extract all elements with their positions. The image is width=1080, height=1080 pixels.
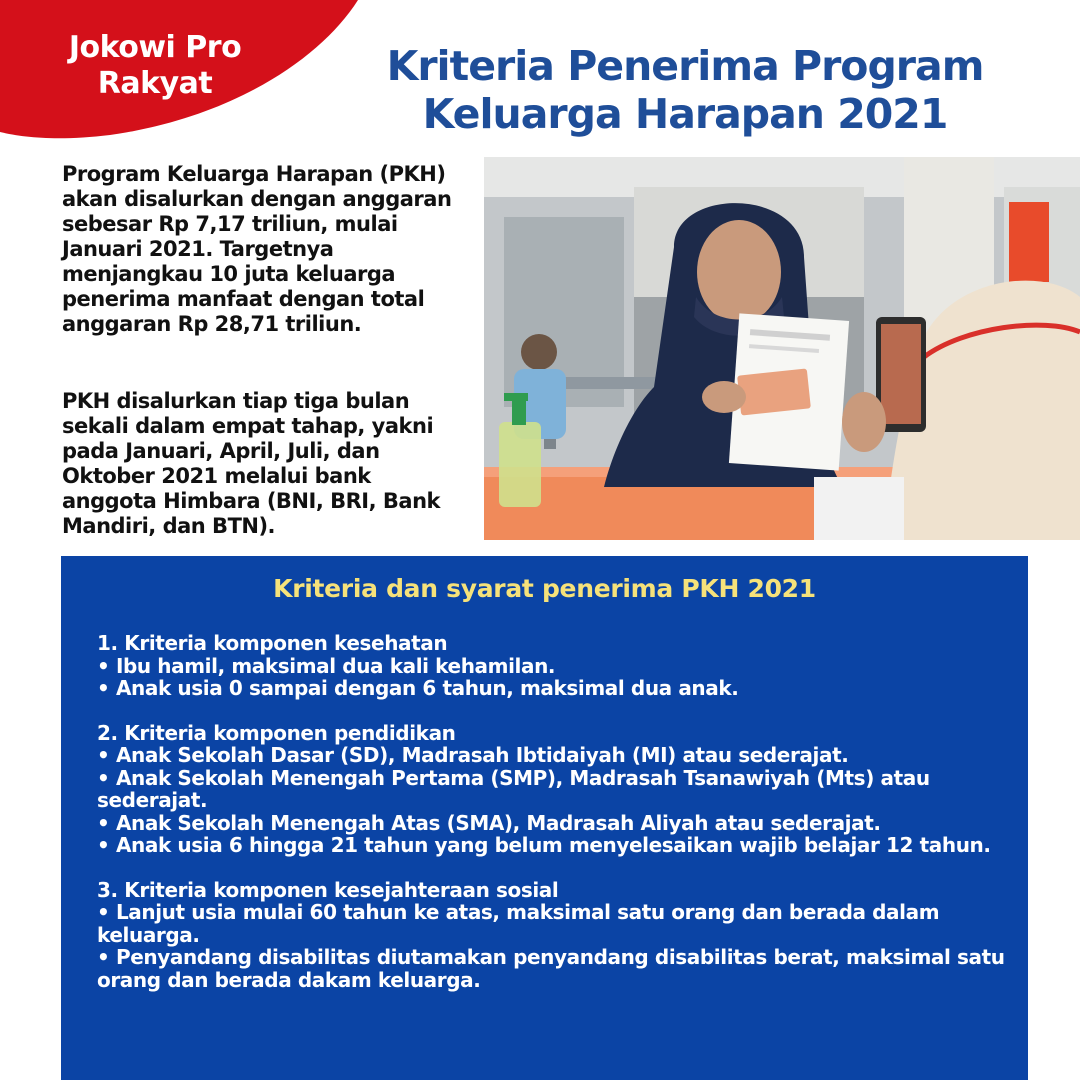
- intro-paragraph-2: PKH disalurkan tiap tiga bulan sekali dalam empat tahap, yakni pada Januari, April, Juli, dan Oktober 2021 melalui bank anggota Himbara (BNI, BRI, Bank Mandiri, dan BTN).: [62, 389, 440, 538]
- criteria-panel-title: Kriteria dan syarat penerima PKH 2021: [273, 574, 816, 603]
- page-title-line-1: Kriteria Penerima Program: [386, 42, 984, 90]
- criteria-item: • Ibu hamil, maksimal dua kali kehamilan.: [97, 653, 556, 678]
- page-title-line-2: Keluarga Harapan 2021: [422, 90, 948, 138]
- criteria-item: • Anak Sekolah Menengah Atas (SMA), Madrasah Aliyah atau sederajat.: [97, 810, 881, 835]
- criteria-item: • Lanjut usia mulai 60 tahun ke atas, maksimal satu orang dan berada dalam keluarga.: [97, 900, 940, 947]
- criteria-item: • Anak usia 6 hingga 21 tahun yang belum menyelesaikan wajib belajar 12 tahun.: [97, 833, 991, 857]
- criteria-section: [97, 632, 1007, 700]
- criteria-item: • Anak Sekolah Menengah Pertama (SMP), Madrasah Tsanawiyah (Mts) atau sederajat.: [97, 765, 930, 812]
- criteria-section: [97, 722, 1007, 857]
- brand-line-2: Rakyat: [97, 66, 213, 101]
- photo-illustration: [484, 157, 1080, 540]
- criteria-item: • Anak usia 0 sampai dengan 6 tahun, maksimal dua anak.: [97, 676, 739, 700]
- criteria-sections: [97, 632, 1007, 1013]
- page-title: [360, 42, 1010, 138]
- criteria-item: • Penyandang disabilitas diutamakan penyandang disabilitas berat, maksimal satu orang dan berada dakam keluarga.: [97, 945, 1005, 992]
- criteria-section-heading: 1. Kriteria komponen kesehatan: [97, 631, 448, 655]
- criteria-section: [97, 879, 1007, 992]
- criteria-section-heading: 3. Kriteria komponen kesejahteraan sosial: [97, 877, 559, 902]
- brand-line-1: Jokowi Pro: [68, 30, 242, 65]
- intro-paragraph-1: Program Keluarga Harapan (PKH) akan disalurkan dengan anggaran sebesar Rp 7,17 triliun, mulai Januari 2021. Targetnya menjangkau 10 juta keluarga penerima manfaat dengan total anggaran Rp 28,71 triliun.: [62, 162, 452, 336]
- criteria-section-heading: 2. Kriteria komponen pendidikan: [97, 720, 456, 745]
- intro-text: [62, 162, 467, 539]
- news-photo: [484, 157, 1080, 540]
- brand-name: [50, 30, 260, 102]
- criteria-item: • Anak Sekolah Dasar (SD), Madrasah Ibtidaiyah (MI) atau sederajat.: [97, 743, 849, 767]
- criteria-panel: [61, 556, 1028, 1080]
